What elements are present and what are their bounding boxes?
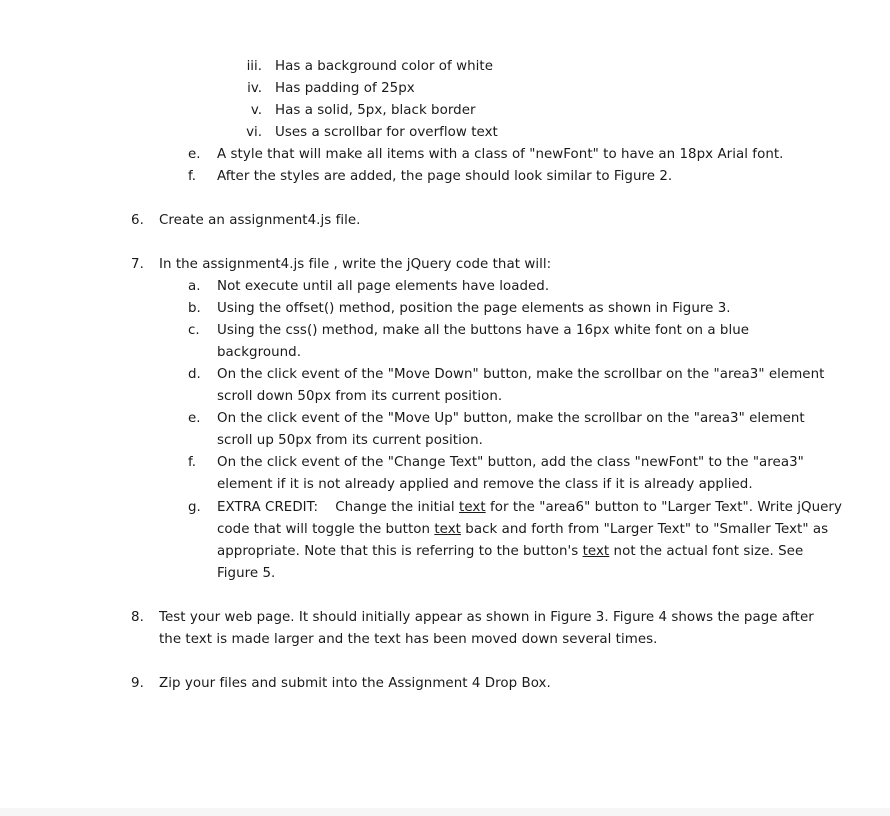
list-item-text: Create an assignment4.js file. [159, 213, 361, 228]
list-item-text: After the styles are added, the page should look similar to Figure 2. [217, 169, 673, 184]
list-marker: a. [188, 279, 201, 294]
list-item-text: On the click event of the "Change Text" button, add the class "newFont" to the "area3" [217, 455, 804, 470]
list-item-text: Has a background color of white [275, 59, 494, 74]
list-marker: b. [188, 301, 201, 316]
list-marker: iii. [246, 59, 262, 74]
list-item-text: EXTRA CREDIT: Change the initial text for the "area6" button to "Larger Text". Write jQuery [217, 500, 842, 515]
list-item-text: A style that will make all items with a class of "newFont" to have an 18px Arial font. [217, 147, 784, 162]
list-item-text: appropriate. Note that this is referring to the button's text not the actual font size. See [217, 544, 804, 559]
list-marker: vi. [246, 125, 262, 140]
list-marker: f. [188, 455, 197, 470]
list-marker: c. [188, 323, 200, 338]
list-marker: e. [188, 147, 201, 162]
page-edge [0, 808, 890, 816]
list-item-text: Uses a scrollbar for overflow text [275, 125, 498, 140]
list-item-text: Not execute until all page elements have loaded. [217, 279, 550, 294]
list-item-text: Using the offset() method, position the page elements as shown in Figure 3. [217, 301, 731, 316]
list-marker: iv. [247, 81, 262, 96]
list-item-text: Using the css() method, make all the buttons have a 16px white font on a blue [217, 323, 750, 338]
list-marker: 6. [131, 213, 144, 228]
list-marker: f. [188, 169, 197, 184]
list-item-text: Test your web page. It should initially appear as shown in Figure 3. Figure 4 shows the page after [159, 610, 814, 625]
list-item-text: scroll down 50px from its current position. [217, 389, 503, 404]
list-item-text: Figure 5. [217, 566, 276, 581]
list-item-text: On the click event of the "Move Down" button, make the scrollbar on the "area3" element [217, 367, 825, 382]
list-marker: 7. [131, 257, 144, 272]
list-item-text: Zip your files and submit into the Assignment 4 Drop Box. [159, 676, 551, 691]
list-item-text: code that will toggle the button text back and forth from "Larger Text" to "Smaller Text" as [217, 522, 829, 537]
list-marker: 8. [131, 610, 144, 625]
list-item-text: Has padding of 25px [275, 81, 415, 96]
list-item-text: scroll up 50px from its current position. [217, 433, 483, 448]
list-item-text: the text is made larger and the text has been moved down several times. [159, 632, 658, 647]
list-item-text: In the assignment4.js file , write the jQuery code that will: [159, 257, 552, 272]
list-item-text: element if it is not already applied and remove the class if it is already applied. [217, 477, 753, 492]
list-marker: e. [188, 411, 201, 426]
list-marker: 9. [131, 676, 144, 691]
list-item-text: Has a solid, 5px, black border [275, 103, 476, 118]
list-marker: v. [250, 103, 262, 118]
list-item-text: background. [217, 345, 302, 360]
list-marker: d. [188, 367, 201, 382]
list-item-text: On the click event of the "Move Up" button, make the scrollbar on the "area3" element [217, 411, 805, 426]
list-marker: g. [188, 500, 201, 515]
